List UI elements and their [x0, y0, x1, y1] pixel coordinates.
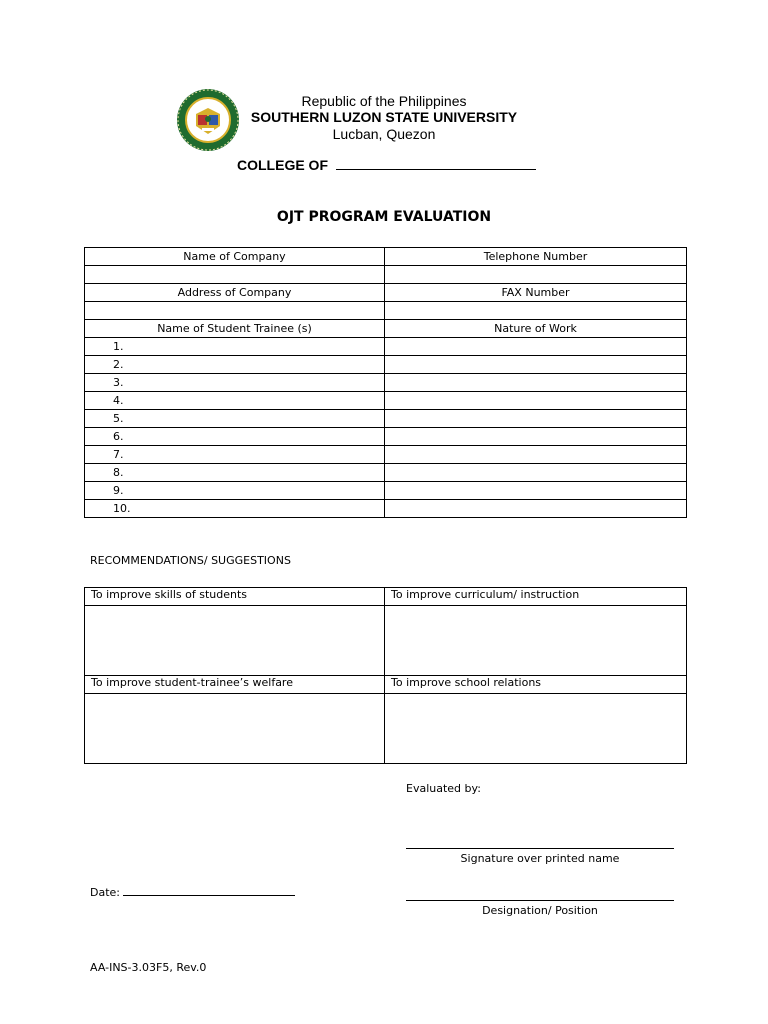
- improve-skills-label: To improve skills of students: [85, 588, 385, 606]
- trainee-row-number[interactable]: 8.: [85, 464, 385, 482]
- improve-welfare-field[interactable]: [85, 694, 385, 764]
- recommendations-table: [84, 587, 687, 764]
- header-university: SOUTHERN LUZON STATE UNIVERSITY: [250, 109, 518, 125]
- telephone-number-header: Telephone Number: [385, 248, 687, 266]
- nature-of-work-field[interactable]: [385, 392, 687, 410]
- trainee-row-number[interactable]: 4.: [85, 392, 385, 410]
- date-field[interactable]: [123, 886, 295, 896]
- trainee-row-number[interactable]: 6.: [85, 428, 385, 446]
- improve-school-relations-label: To improve school relations: [385, 676, 687, 694]
- header-republic: Republic of the Philippines: [301, 93, 467, 109]
- form-code: AA-INS-3.03F5, Rev.0: [90, 961, 207, 974]
- college-line: [237, 157, 536, 173]
- trainee-row-number[interactable]: 9.: [85, 482, 385, 500]
- nature-of-work-field[interactable]: [385, 446, 687, 464]
- name-of-company-field[interactable]: [85, 266, 385, 284]
- trainee-row-number[interactable]: 3.: [85, 374, 385, 392]
- signature-caption: Signature over printed name: [460, 852, 620, 865]
- fax-number-field[interactable]: [385, 302, 687, 320]
- fax-number-header: FAX Number: [385, 284, 687, 302]
- college-blank-field[interactable]: [336, 157, 536, 170]
- college-label: COLLEGE OF: [237, 157, 328, 173]
- name-of-company-header: Name of Company: [85, 248, 385, 266]
- signature-line[interactable]: [406, 848, 674, 849]
- improve-curriculum-field[interactable]: [385, 606, 687, 676]
- nature-of-work-field[interactable]: [385, 482, 687, 500]
- telephone-number-field[interactable]: [385, 266, 687, 284]
- nature-of-work-field[interactable]: [385, 428, 687, 446]
- date-line: [90, 886, 295, 899]
- nature-of-work-header: Nature of Work: [385, 320, 687, 338]
- company-info-table: [84, 247, 687, 518]
- date-label: Date:: [90, 886, 120, 899]
- nature-of-work-field[interactable]: [385, 374, 687, 392]
- improve-school-relations-field[interactable]: [385, 694, 687, 764]
- form-title: OJT PROGRAM EVALUATION: [276, 209, 492, 225]
- address-of-company-field[interactable]: [85, 302, 385, 320]
- nature-of-work-field[interactable]: [385, 410, 687, 428]
- improve-welfare-label: To improve student-trainee’s welfare: [85, 676, 385, 694]
- trainee-row-number[interactable]: 7.: [85, 446, 385, 464]
- evaluated-by-label: Evaluated by:: [406, 782, 481, 795]
- trainee-row-number[interactable]: 10.: [85, 500, 385, 518]
- trainee-row-number[interactable]: 2.: [85, 356, 385, 374]
- nature-of-work-field[interactable]: [385, 338, 687, 356]
- header-location: Lucban, Quezon: [332, 126, 436, 142]
- recommendations-heading: RECOMMENDATIONS/ SUGGESTIONS: [90, 554, 291, 567]
- nature-of-work-field[interactable]: [385, 356, 687, 374]
- improve-skills-field[interactable]: [85, 606, 385, 676]
- nature-of-work-field[interactable]: [385, 464, 687, 482]
- trainee-row-number[interactable]: 5.: [85, 410, 385, 428]
- designation-caption: Designation/ Position: [482, 904, 598, 917]
- address-of-company-header: Address of Company: [85, 284, 385, 302]
- trainee-row-number[interactable]: 1.: [85, 338, 385, 356]
- improve-curriculum-label: To improve curriculum/ instruction: [385, 588, 687, 606]
- nature-of-work-field[interactable]: [385, 500, 687, 518]
- student-trainees-header: Name of Student Trainee (s): [85, 320, 385, 338]
- designation-line[interactable]: [406, 900, 674, 901]
